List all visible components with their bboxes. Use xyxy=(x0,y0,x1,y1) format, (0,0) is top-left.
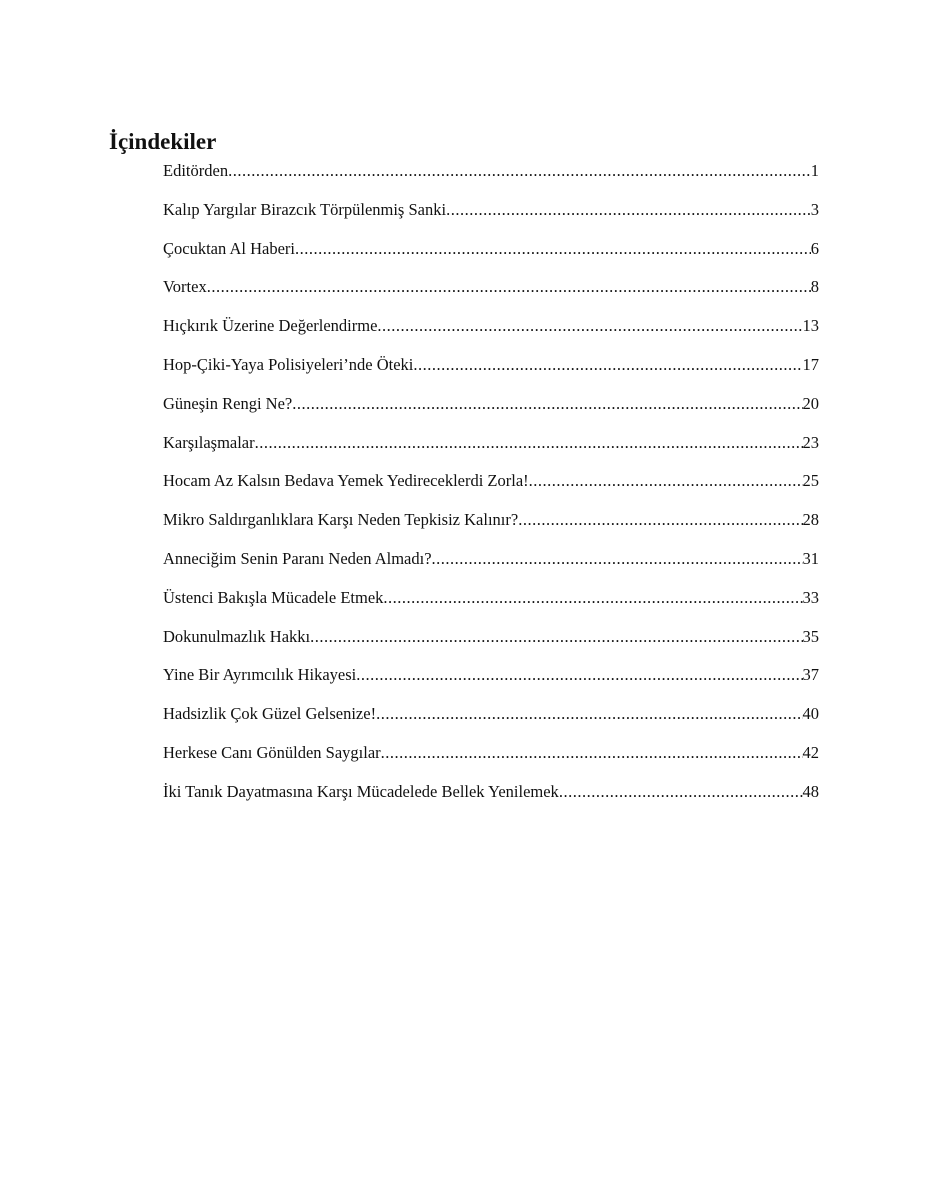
toc-entry-title: Hop-Çiki-Yaya Polisiyeleri’nde Öteki xyxy=(163,354,414,374)
toc-entry-title: Hadsizlik Çok Güzel Gelsenize! xyxy=(163,704,377,724)
toc-entry-page: 25 xyxy=(802,471,819,491)
toc-leader-dots xyxy=(381,741,803,765)
toc-entry-title: Herkese Canı Gönülden Saygılar xyxy=(163,742,381,762)
toc-entry-page: 20 xyxy=(802,393,819,413)
toc-leader-dots xyxy=(207,275,811,299)
toc-entry xyxy=(163,198,819,237)
toc-entry xyxy=(163,469,819,508)
toc-leader-dots xyxy=(356,663,802,687)
toc-entry-page: 1 xyxy=(810,161,819,180)
toc-entry xyxy=(163,702,819,741)
toc-entry-page: 6 xyxy=(810,238,819,258)
toc-leader-dots xyxy=(529,469,803,493)
toc-entry xyxy=(163,431,819,470)
toc-entry xyxy=(163,508,819,547)
toc-entry-page: 40 xyxy=(802,704,819,724)
toc-entry-page: 35 xyxy=(802,626,819,646)
toc-leader-dots xyxy=(255,431,803,455)
toc-entry-title: Dokunulmazlık Hakkı xyxy=(163,626,311,646)
toc-entry-title: İki Tanık Dayatmasına Karşı Mücadelede Bellek Yenilemek xyxy=(163,781,559,801)
toc-entry-page: 33 xyxy=(802,587,819,607)
toc-entry xyxy=(163,159,819,198)
toc-entry-title: Üstenci Bakışla Mücadele Etmek xyxy=(163,587,384,607)
toc-entry-page: 37 xyxy=(802,665,819,685)
toc-entry xyxy=(163,314,819,353)
toc-entry xyxy=(163,392,819,431)
toc-entry-page: 3 xyxy=(810,199,819,219)
toc-leader-dots xyxy=(295,237,811,261)
toc-entry xyxy=(163,663,819,702)
toc-entry-title: Anneciğim Senin Paranı Neden Almadı? xyxy=(163,548,432,568)
toc-entry-title: Çocuktan Al Haberi xyxy=(163,238,295,258)
toc-leader-dots xyxy=(228,159,811,183)
toc-entry xyxy=(163,237,819,276)
toc-list xyxy=(163,159,819,819)
toc-heading: İçindekiler xyxy=(109,129,217,154)
toc-entry-page: 28 xyxy=(802,510,819,530)
toc-leader-dots xyxy=(292,392,802,416)
toc-leader-dots xyxy=(518,508,802,532)
toc-entry-page: 8 xyxy=(810,277,819,297)
toc-leader-dots xyxy=(559,780,803,804)
toc-leader-dots xyxy=(383,586,802,610)
toc-entry xyxy=(163,780,819,819)
toc-leader-dots xyxy=(446,198,811,222)
toc-leader-dots xyxy=(413,353,802,377)
toc-entry-page: 23 xyxy=(802,432,819,452)
toc-entry-title: Mikro Saldırganlıklara Karşı Neden Tepkisiz Kalınır? xyxy=(163,510,519,530)
toc-entry-page: 42 xyxy=(802,742,819,762)
toc-entry-title: Yine Bir Ayrımcılık Hikayesi xyxy=(163,665,357,685)
toc-entry-title: Kalıp Yargılar Birazcık Törpülenmiş Sanki xyxy=(163,199,447,219)
toc-leader-dots xyxy=(432,547,803,571)
toc-leader-dots xyxy=(377,314,802,338)
toc-leader-dots xyxy=(310,625,802,649)
toc-entry-page: 48 xyxy=(802,781,819,801)
toc-entry-title: Hocam Az Kalsın Bedava Yemek Yedireceklerdi Zorla! xyxy=(163,471,529,491)
toc-entry-title: Güneşin Rengi Ne? xyxy=(163,393,293,413)
toc-entry xyxy=(163,547,819,586)
toc-entry xyxy=(163,353,819,392)
toc-entry xyxy=(163,586,819,625)
toc-entry xyxy=(163,741,819,780)
toc-leader-dots xyxy=(376,702,802,726)
toc-entry-page: 13 xyxy=(802,316,819,336)
toc-entry-title: Vortex xyxy=(163,277,207,297)
toc-entry-title: Editörden xyxy=(163,161,229,180)
toc-entry-title: Karşılaşmalar xyxy=(163,432,255,452)
toc-entry xyxy=(163,275,819,314)
toc-entry-title: Hıçkırık Üzerine Değerlendirme xyxy=(163,316,378,336)
toc-entry-page: 17 xyxy=(802,354,819,374)
toc-entry xyxy=(163,625,819,664)
toc-entry-page: 31 xyxy=(802,548,819,568)
